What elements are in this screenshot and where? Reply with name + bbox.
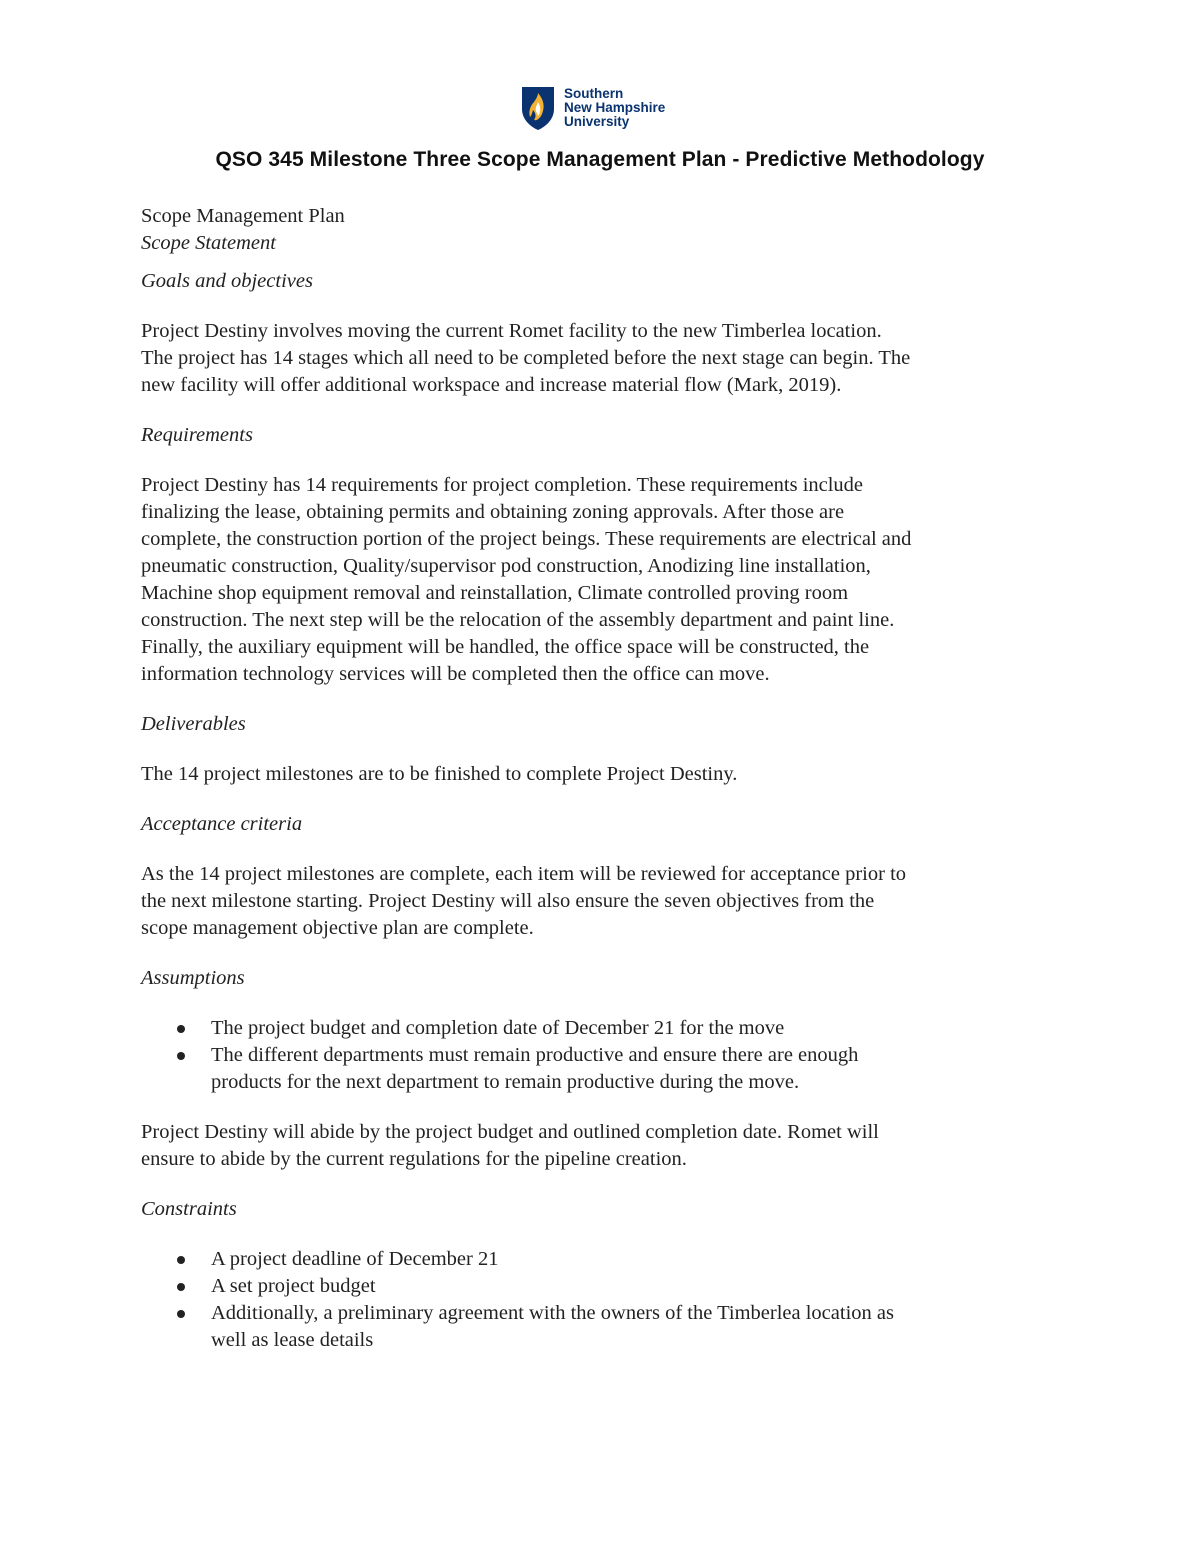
goals-heading: Goals and objectives <box>141 270 313 292</box>
assumptions-paragraph <box>141 1119 1071 1173</box>
deliverables-paragraph <box>141 761 1071 788</box>
text-line: ensure to abide by the current regulations for the pipeline creation. <box>141 1148 687 1170</box>
university-logo <box>520 82 665 134</box>
text-line: Project Destiny will abide by the project budget and outlined completion date. Romet will <box>141 1121 879 1143</box>
logo-line-2: New Hampshire <box>564 100 666 115</box>
assumptions-heading: Assumptions <box>141 967 245 989</box>
text-line: As the 14 project milestones are complete, each item will be reviewed for acceptance prior to <box>141 863 907 885</box>
bullet-icon <box>177 1310 185 1318</box>
deliverables-heading: Deliverables <box>141 713 246 735</box>
text-line: Machine shop equipment removal and reinstallation, Climate controlled proving room <box>141 582 849 604</box>
text-line: Project Destiny has 14 requirements for project completion. These requirements include <box>141 474 864 496</box>
text-line: pneumatic construction, Quality/supervisor pod construction, Anodizing line installation, <box>141 555 871 577</box>
text-line: new facility will offer additional workspace and increase material flow (Mark, 2019). <box>141 374 842 396</box>
bullet-icon <box>177 1256 185 1264</box>
acceptance-heading: Acceptance criteria <box>141 813 303 835</box>
text-line: The different departments must remain productive and ensure there are enough <box>211 1044 859 1066</box>
text-line: A set project budget <box>211 1275 376 1297</box>
document-body <box>141 203 1071 1354</box>
list-item <box>141 1246 1071 1273</box>
text-line: Additionally, a preliminary agreement with the owners of the Timberlea location as <box>211 1302 894 1324</box>
scope-statement-heading: Scope Statement <box>141 232 276 254</box>
requirements-paragraph <box>141 472 1071 688</box>
constraints-list <box>141 1246 1071 1354</box>
list-item <box>141 1273 1071 1300</box>
logo-line-1: Southern <box>564 86 624 101</box>
text-line: The 14 project milestones are to be finished to complete Project Destiny. <box>141 763 738 785</box>
logo-line-3: University <box>564 114 630 129</box>
text-line: products for the next department to remain productive during the move. <box>211 1071 800 1093</box>
text-line: Project Destiny involves moving the current Romet facility to the new Timberlea location. <box>141 320 882 342</box>
text-line: The project budget and completion date of December 21 for the move <box>211 1017 785 1039</box>
logo-wordmark <box>564 87 665 129</box>
goals-paragraph <box>141 318 1071 399</box>
text-line: A project deadline of December 21 <box>211 1248 499 1270</box>
document-title: QSO 345 Milestone Three Scope Management Plan - Predictive Methodology <box>215 148 985 171</box>
constraints-heading: Constraints <box>141 1198 237 1220</box>
text-line: well as lease details <box>211 1329 374 1351</box>
list-item <box>141 1042 1071 1096</box>
snhu-shield-flame-icon <box>520 85 556 131</box>
assumptions-list <box>141 1015 1071 1096</box>
list-item <box>141 1015 1071 1042</box>
text-line: information technology services will be completed then the office can move. <box>141 663 770 685</box>
plan-title: Scope Management Plan <box>141 205 345 227</box>
acceptance-paragraph <box>141 861 1071 942</box>
text-line: complete, the construction portion of the project beings. These requirements are electrical and <box>141 528 912 550</box>
text-line: finalizing the lease, obtaining permits and obtaining zoning approvals. After those are <box>141 501 845 523</box>
text-line: Finally, the auxiliary equipment will be handled, the office space will be constructed, the <box>141 636 870 658</box>
text-line: scope management objective plan are complete. <box>141 917 534 939</box>
bullet-icon <box>177 1052 185 1060</box>
text-line: The project has 14 stages which all need to be completed before the next stage can begin. The <box>141 347 911 369</box>
bullet-icon <box>177 1025 185 1033</box>
bullet-icon <box>177 1283 185 1291</box>
text-line: the next milestone starting. Project Destiny will also ensure the seven objectives from the <box>141 890 875 912</box>
text-line: construction. The next step will be the relocation of the assembly department and paint line. <box>141 609 895 631</box>
requirements-heading: Requirements <box>141 424 253 446</box>
list-item <box>141 1300 1071 1354</box>
